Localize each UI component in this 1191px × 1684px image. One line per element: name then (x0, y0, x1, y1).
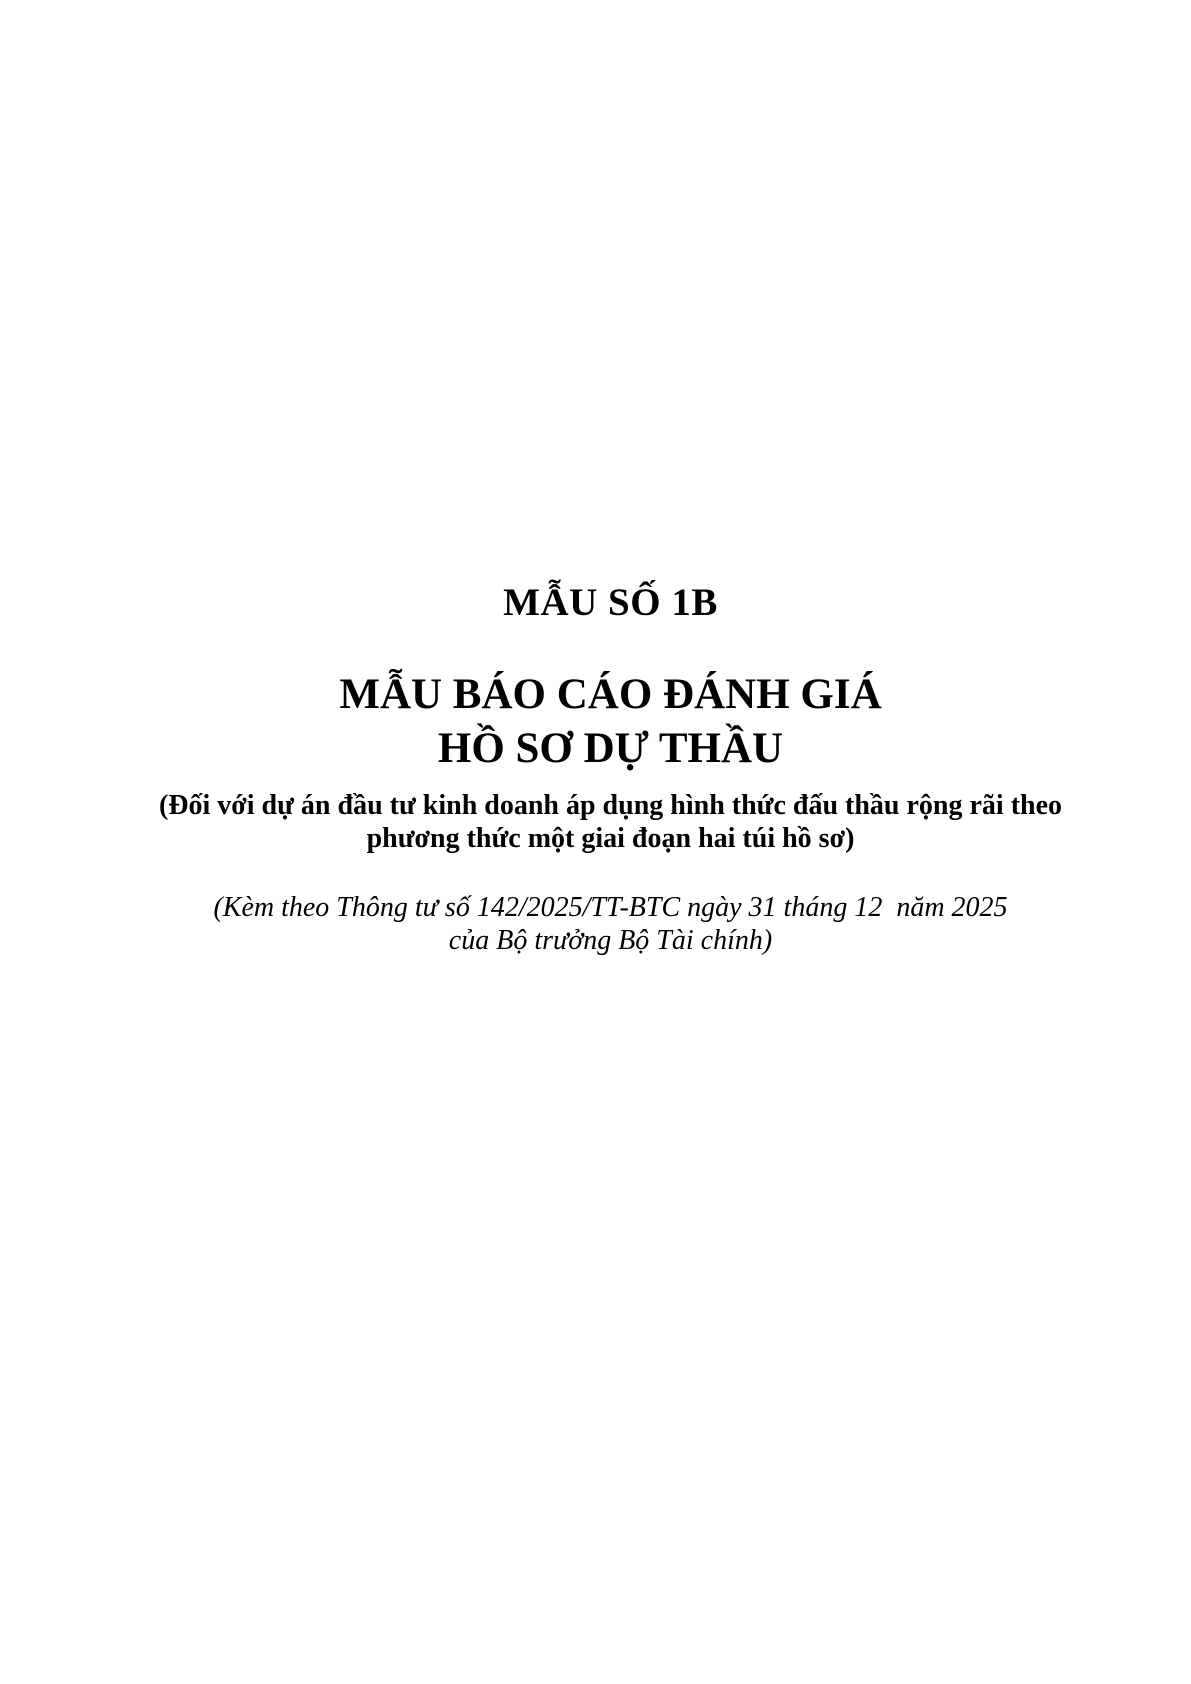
applicability-note-line-1: (Đối với dự án đầu tư kinh doanh áp dụng hình thức đấu thầu rộng rãi theo (158, 790, 1063, 821)
issuance-note-line-1: (Kèm theo Thông tư số 142/2025/TT-BTC ngày 31 tháng 12 năm 2025 (213, 892, 1008, 923)
issuance-note (153, 891, 1068, 957)
document-title-line-2: HỒ SƠ DỰ THẦU (437, 725, 784, 772)
applicability-note-line-2: phương thức một giai đoạn hai túi hồ sơ) (366, 823, 855, 854)
issuance-note-line-2: của Bộ trưởng Bộ Tài chính) (448, 925, 773, 956)
applicability-note (153, 789, 1068, 855)
document-title-line-1: MẪU BÁO CÁO ĐÁNH GIÁ (339, 671, 882, 718)
form-number-heading: MẪU SỐ 1B (503, 581, 718, 624)
document-title (153, 668, 1068, 776)
